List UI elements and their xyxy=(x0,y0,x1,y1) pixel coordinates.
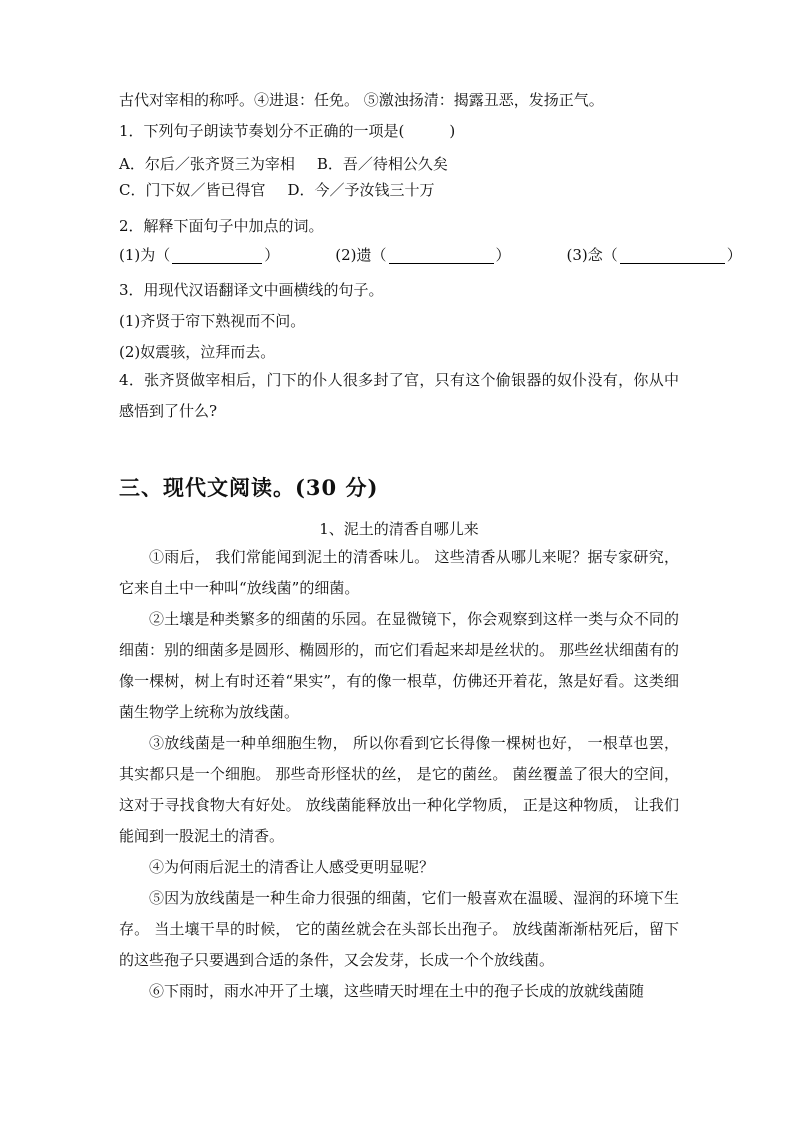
question-1-options-row-2 xyxy=(119,180,435,200)
question-4-stem: 4．张齐贤做宰相后，门下的仆人很多封了官，只有这个偷银器的奴仆没有，你从中感悟到了什么? xyxy=(119,371,679,420)
option-b[interactable]: B．吾／待相公久矣 xyxy=(316,155,448,173)
question-3-stem: 3．用现代汉语翻译文中画横线的句子。 xyxy=(119,281,384,299)
question-1-stem: 1．下列句子朗读节奏划分不正确的一项是( ) xyxy=(119,122,456,140)
option-a[interactable]: A．尔后／张齐贤三为宰相 xyxy=(119,155,295,173)
article-paragraph-2: ②土壤是种类繁多的细菌的乐园。在显微镜下，你会观察到这样一类与众不同的细菌：别的细菌多是圆形、椭圆形的，而它们看起来却是丝状的。 那些丝状细菌有的像一棵树，树上有时还着“果实”，有的像一根草，仿佛还开着花，煞是好看。这类细菌生物学上统称为放线菌。 xyxy=(119,610,679,721)
article-paragraph-5: ⑤因为放线菌是一种生命力很强的细菌，它们一般喜欢在温暖、湿润的环境下生存。 当土壤干旱的时候， 它的菌丝就会在头部长出孢子。 放线菌渐渐枯死后，留下的这些孢子只要遇到合适的条件，又会发芽，长成一个个放线菌。 xyxy=(119,889,679,969)
article-paragraph-4: ④为何雨后泥土的清香让人感受更明显呢？ xyxy=(149,858,435,876)
q2-answer-blank-3[interactable] xyxy=(620,247,725,264)
annotation-line: 古代对宰相的称呼。④进退：任免。 ⑤激浊扬清：揭露丑恶，发扬正气。 xyxy=(119,91,604,109)
article-paragraph-6: ⑥下雨时，雨水冲开了土壤，这些晴天时埋在土中的孢子长成的放就线菌随 xyxy=(149,982,645,1000)
article-paragraph-1: ①雨后， 我们常能闻到泥土的清香味儿。 这些清香从哪儿来呢？据专家研究，它来自土中一种叫“放线菌”的细菌。 xyxy=(119,548,679,597)
question-2-stem: 2．解释下面句子中加点的词。 xyxy=(119,217,324,235)
option-d[interactable]: D．今／予汝钱三十万 xyxy=(287,181,435,199)
q2-item-3-label: (3)念（ xyxy=(566,246,618,264)
section-title: 三、现代文阅读。(30 分) xyxy=(119,475,379,500)
q2-answer-blank-2[interactable] xyxy=(389,247,494,264)
question-3-sentence-2: (2)奴震骇，泣拜而去。 xyxy=(119,343,276,361)
article-paragraph-3: ③放线菌是一种单细胞生物， 所以你看到它长得像一棵树也好， 一根草也罢，其实都只是一个细胞。 那些奇形怪状的丝， 是它的菌丝。 菌丝覆盖了很大的空间，这对于寻找食物大有好处。 放线菌能释放出一种化学物质， 正是这种物质， 让我们能闻到一股泥土的清香。 xyxy=(119,734,679,845)
q2-item-2-label: (2)遗（ xyxy=(335,246,387,264)
q2-answer-blank-1[interactable] xyxy=(172,247,262,264)
article-title: 1、泥土的清香自哪儿来 xyxy=(319,520,479,538)
q2-item-1-label: (1)为（ xyxy=(119,246,171,264)
question-2-items: (1)为（ ） (2)遗（ ） (3)念（ ） xyxy=(119,246,742,264)
question-3-sentence-1: (1)齐贤于帘下熟视而不问。 xyxy=(119,312,306,330)
question-1-options-row-1 xyxy=(119,154,448,174)
option-c[interactable]: C．门下奴／皆已得官 xyxy=(119,181,266,199)
